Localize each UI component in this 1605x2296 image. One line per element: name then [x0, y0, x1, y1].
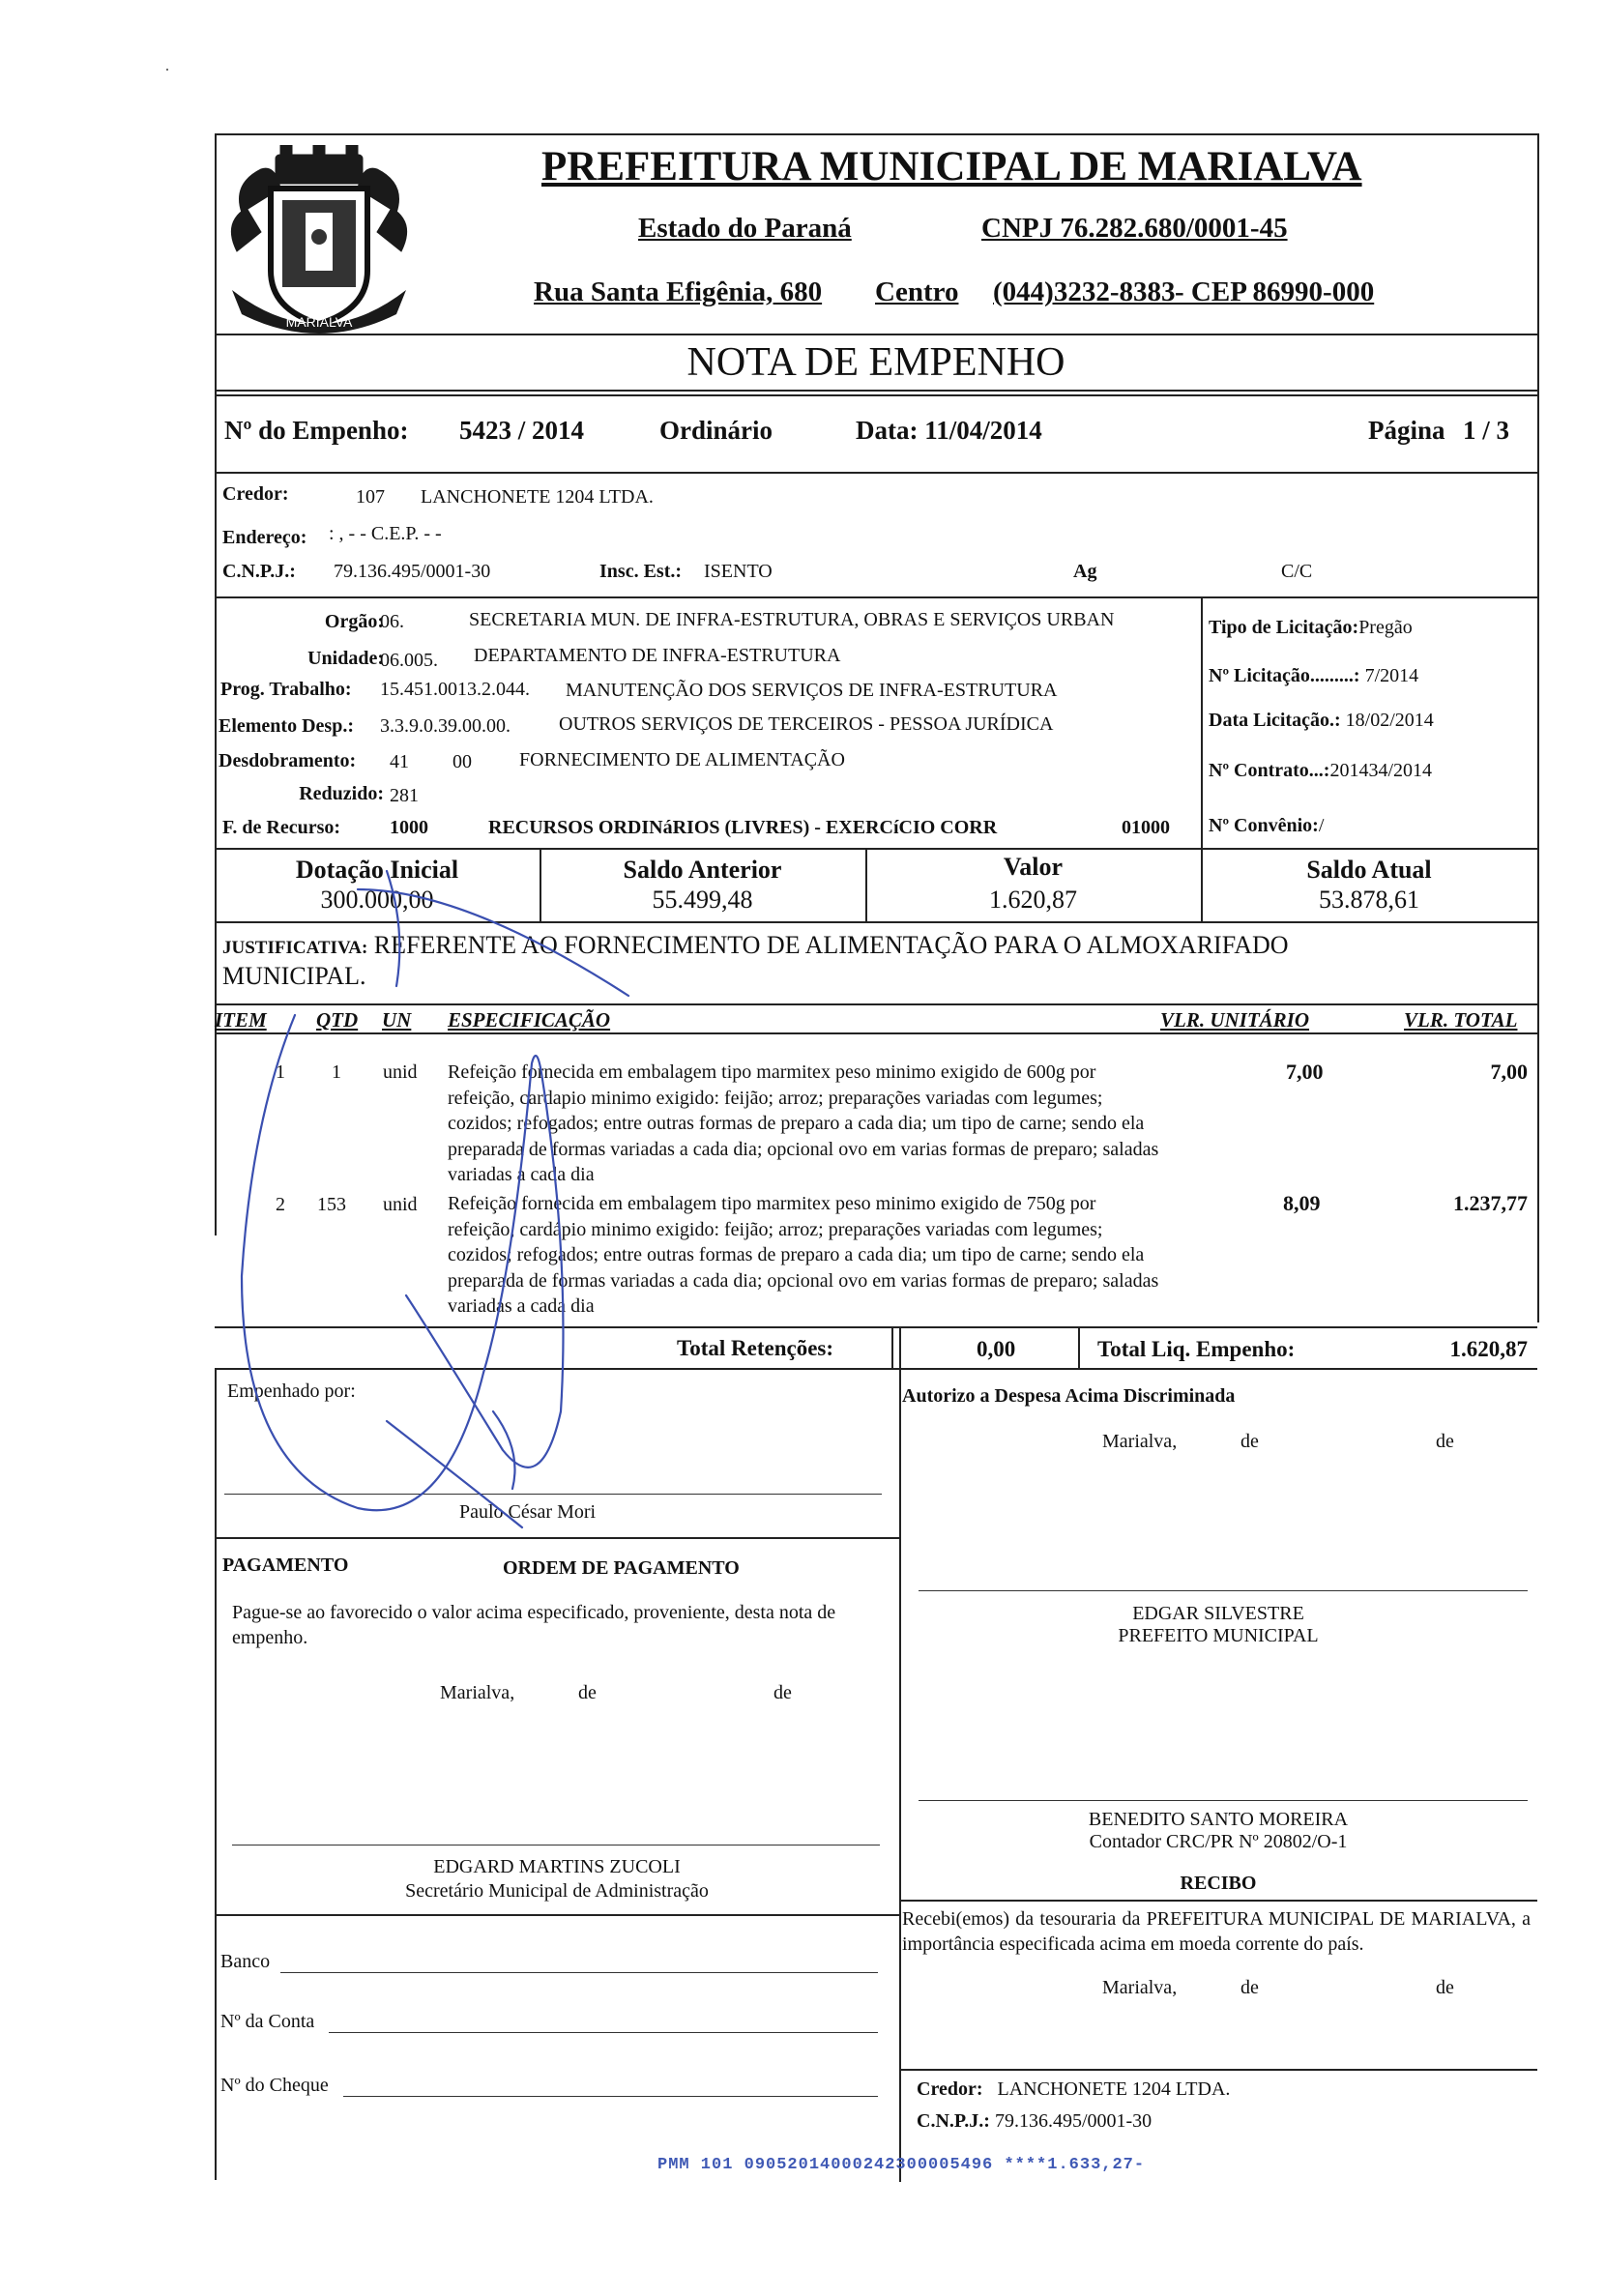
contrato-value: 201434/2014	[1329, 760, 1433, 781]
recibo-label: RECIBO	[1180, 1873, 1257, 1894]
fonte-code: 1000	[390, 817, 428, 838]
desdobramento-label: Desdobramento:	[219, 750, 357, 771]
orgao-name: SECRETARIA MUN. DE INFRA-ESTRUTURA, OBRAS E SERVIÇOS URBAN	[469, 609, 1115, 630]
document-title: NOTA DE EMPENHO	[686, 340, 1065, 385]
empenho-date: Data: 11/04/2014	[856, 416, 1042, 445]
retencoes-split	[891, 1326, 893, 1368]
prefeito-signature-line	[919, 1590, 1528, 1591]
data-licitacao-label: Data Licitação.:	[1209, 710, 1341, 731]
col-qtd: QTD	[316, 1008, 359, 1032]
header-district: Centro	[875, 276, 959, 307]
item-2-qtd: 153	[317, 1194, 346, 1215]
tipo-licitacao	[1209, 617, 1413, 639]
unidade-code: 06.005.	[380, 650, 438, 671]
footer-code: PMM 101 09052014000242300005496 ****1.633,27-	[657, 2156, 1146, 2174]
autorizo-de-1: de	[1240, 1431, 1259, 1452]
retencoes-label: Total Retenções:	[677, 1336, 834, 1360]
recibo-cnpj	[917, 2110, 1152, 2133]
recibo-top	[899, 1900, 1537, 1902]
item-2-unit: 8,09	[1283, 1191, 1321, 1215]
contador-title: Contador CRC/PR Nº 20802/O-1	[1089, 1831, 1348, 1852]
col-un: UN	[382, 1008, 412, 1032]
svg-text:MARIALVA: MARIALVA	[285, 314, 353, 330]
reduzido-label: Reduzido:	[299, 783, 384, 804]
state-name: Estado do Paraná	[638, 213, 852, 244]
pague-de-2: de	[773, 1682, 792, 1703]
title-divider-2	[215, 394, 1537, 396]
pague-de-1: de	[578, 1682, 597, 1703]
saldo-atual-label: Saldo Atual	[1306, 856, 1432, 884]
coat-of-arms-icon	[222, 145, 416, 343]
frame-top	[215, 133, 1537, 135]
convenio-value: /	[1318, 815, 1325, 836]
header-address: Rua Santa Efigênia, 680	[534, 276, 823, 307]
page-number: 1 / 3	[1463, 416, 1510, 445]
item-1-unit: 7,00	[1286, 1060, 1324, 1084]
tipo-licitacao-value: Pregão	[1358, 617, 1413, 638]
valor-value: 1.620,87	[989, 886, 1077, 914]
desdobramento-b: 00	[452, 751, 472, 772]
endereco-value: : , - - C.E.P. - -	[329, 523, 442, 544]
secretario-title: Secretário Municipal de Administração	[405, 1880, 709, 1902]
dotacao-value: 300.000,00	[320, 886, 434, 914]
saldo-atual-value: 53.878,61	[1319, 886, 1419, 914]
retencoes-value: 0,00	[977, 1337, 1016, 1361]
header-phone: (044)3232-8383	[993, 276, 1176, 307]
dotacao-label: Dotação Inicial	[295, 856, 459, 884]
page-label: Página	[1368, 416, 1445, 445]
contador-name: BENEDITO SANTO MOREIRA	[1088, 1809, 1349, 1830]
conta-line	[329, 2032, 878, 2033]
elemento-name: OUTROS SERVIÇOS DE TERCEIROS - PESSOA JURÍDICA	[559, 713, 1054, 735]
insc-label: Insc. Est.:	[599, 561, 683, 582]
autorizo-city: Marialva,	[1102, 1431, 1178, 1452]
credor-label: Credor:	[222, 483, 289, 505]
liq-label: Total Liq. Empenho:	[1097, 1337, 1296, 1361]
ag-label: Ag	[1073, 561, 1097, 582]
item-1-un: unid	[383, 1061, 418, 1083]
signature-split	[899, 1326, 901, 2182]
ordem-label: ORDEM DE PAGAMENTO	[503, 1557, 740, 1579]
pague-text: Pague-se ao favorecido o valor acima especificado, proveniente, desta nota de empenho.	[232, 1602, 836, 1648]
recibo-cnpj-label: C.N.P.J.:	[917, 2110, 990, 2132]
contrato-label: Nº Contrato...:	[1209, 760, 1330, 781]
elemento-code: 3.3.9.0.39.00.00.	[380, 715, 511, 737]
data-licitacao-value: 18/02/2014	[1345, 710, 1434, 731]
num-licitacao-value: 7/2014	[1364, 665, 1419, 686]
contrato	[1209, 760, 1432, 782]
data-licitacao	[1209, 710, 1434, 732]
convenio-label: Nº Convênio:	[1209, 815, 1319, 836]
cheque-label: Nº do Cheque	[220, 2075, 329, 2096]
credor-name: LANCHONETE 1204 LTDA.	[421, 486, 654, 508]
credor-code: 107	[356, 486, 385, 508]
licitacao-split	[1201, 596, 1203, 848]
item-1-number: 1	[276, 1061, 285, 1083]
recibo-city: Marialva,	[1102, 1977, 1178, 1998]
secretario-name: EDGARD MARTINS ZUCOLI	[433, 1856, 681, 1877]
credor-divider	[215, 596, 1537, 598]
col-total: VLR. TOTAL	[1404, 1008, 1518, 1032]
empenho-label: Nº do Empenho:	[224, 416, 409, 445]
item-1-qtd: 1	[332, 1061, 341, 1083]
recibo-de-2: de	[1436, 1977, 1454, 1998]
unidade-name: DEPARTAMENTO DE INFRA-ESTRUTURA	[474, 645, 841, 666]
tipo-licitacao-label: Tipo de Licitação:	[1209, 617, 1359, 638]
prog-code: 15.451.0013.2.044.	[380, 679, 530, 700]
prefeito-name: EDGAR SILVESTRE	[1132, 1603, 1304, 1624]
header-cep: - CEP 86990-000	[1175, 276, 1375, 307]
empenho-type: Ordinário	[659, 416, 773, 445]
totals-split	[1078, 1326, 1080, 1368]
header-cnpj: CNPJ 76.282.680/0001-45	[981, 213, 1288, 244]
recibo-bottom	[899, 2069, 1537, 2071]
empenho-number: 5423 / 2014	[459, 416, 585, 445]
saldo-anterior-label: Saldo Anterior	[623, 856, 782, 884]
col-unit: VLR. UNITÁRIO	[1160, 1008, 1310, 1032]
prog-name: MANUTENÇÃO DOS SERVIÇOS DE INFRA-ESTRUTURA	[566, 680, 1058, 701]
item-2-un: unid	[383, 1194, 418, 1215]
orgao-code: 06.	[380, 611, 404, 632]
item-2-total: 1.237,77	[1453, 1191, 1528, 1215]
recibo-credor-label: Credor:	[917, 2078, 983, 2100]
desdobramento-a: 41	[390, 751, 409, 772]
conta-label: Nº da Conta	[220, 2011, 315, 2032]
contador-signature-line	[919, 1800, 1528, 1801]
item-2-number: 2	[276, 1194, 285, 1215]
convenio	[1209, 815, 1324, 837]
secretario-bottom	[215, 1914, 899, 1916]
reduzido-value: 281	[390, 785, 419, 806]
endereco-label: Endereço:	[222, 527, 307, 548]
justificativa-text: REFERENTE AO FORNECIMENTO DE ALIMENTAÇÃO PARA O ALMOXARIFADO	[373, 931, 1289, 959]
valor-label: Valor	[1003, 853, 1064, 881]
banco-line	[280, 1972, 878, 1973]
insc-value: ISENTO	[704, 561, 773, 582]
banco-label: Banco	[220, 1951, 271, 1972]
recibo-credor	[917, 2078, 1230, 2101]
fonte-label: F. de Recurso:	[222, 817, 341, 838]
num-licitacao-label: Nº Licitação.........:	[1209, 665, 1360, 686]
saldo-anterior-value: 55.499,48	[652, 886, 753, 914]
col-spec: ESPECIFICAÇÃO	[448, 1008, 611, 1032]
item-2-spec: Refeição fornecida em embalagem tipo marmitex peso minimo exigido de 750g por refeição, cardápio minimo exigido: feijão; arroz; preparações variadas com legumes; cozidos; refogados; entre outras formas de preparo a cada dia; um tipo de carne; sendo ela preparada de formas variadas a cada dia; opcional ovo em varias formas de preparo; saladas variadas a cada dia	[448, 1193, 1159, 1317]
frame-right-upper	[1537, 133, 1539, 1322]
justificativa-label: JUSTIFICATIVA:	[222, 938, 368, 958]
empenho-divider	[215, 472, 1537, 474]
elemento-label: Elemento Desp.:	[219, 715, 354, 737]
secretario-signature-line	[232, 1845, 880, 1846]
fonte-name: RECURSOS ORDINáRIOS (LIVRES) - EXERCíCIO CORR	[488, 817, 998, 838]
orgao-label: Orgão:	[324, 611, 384, 632]
item-1-spec: Refeição fornecida em embalagem tipo marmitex peso minimo exigido de 600g por refeição, cardapio minimo exigido: feijão; arroz; preparações variadas com legumes; cozidos; refogados; entre outras formas de preparo a cada dia; um tipo de carne; sendo ela preparada de formas variadas a cada dia; opcional ovo em varias formas de preparo; saladas variadas a cada dia	[448, 1061, 1159, 1185]
unidade-label: Unidade:	[307, 648, 384, 669]
liq-value: 1.620,87	[1449, 1337, 1528, 1361]
prog-label: Prog. Trabalho:	[220, 679, 352, 700]
autorizo-de-2: de	[1436, 1431, 1454, 1452]
recibo-cnpj-value: 79.136.495/0001-30	[994, 2110, 1153, 2132]
desdobramento-name: FORNECIMENTO DE ALIMENTAÇÃO	[519, 749, 845, 770]
cnpj-label: C.N.P.J.:	[222, 561, 296, 582]
recibo-text: Recebi(emos) da tesouraria da PREFEITURA MUNICIPAL DE MARIALVA, a importância especificada acima em moeda corrente do país.	[902, 1908, 1531, 1955]
recibo-credor-name: LANCHONETE 1204 LTDA.	[997, 2078, 1231, 2100]
pagamento-label: PAGAMENTO	[222, 1555, 349, 1576]
cheque-line	[343, 2096, 878, 2097]
empenhado-name: Paulo César Mori	[459, 1501, 597, 1523]
cnpj-value: 79.136.495/0001-30	[334, 561, 491, 582]
fonte-num: 01000	[1122, 817, 1170, 838]
empenhado-label: Empenhado por:	[227, 1381, 356, 1402]
cc-label: C/C	[1281, 561, 1313, 582]
item-1-total: 7,00	[1490, 1060, 1528, 1084]
pague-city: Marialva,	[440, 1682, 515, 1703]
col-item: ITEM	[215, 1008, 267, 1032]
autorizo-label: Autorizo a Despesa Acima Discriminada	[902, 1385, 1236, 1407]
prefeito-title: PREFEITO MUNICIPAL	[1118, 1625, 1319, 1646]
scan-mark: ·	[164, 60, 170, 79]
num-licitacao	[1209, 665, 1418, 687]
recibo-de-1: de	[1240, 1977, 1259, 1998]
page-title: PREFEITURA MUNICIPAL DE MARIALVA	[541, 144, 1362, 189]
budget-divider	[215, 848, 1537, 850]
handwritten-signature-icon	[213, 870, 715, 1566]
justificativa-line2: MUNICIPAL.	[222, 962, 366, 990]
